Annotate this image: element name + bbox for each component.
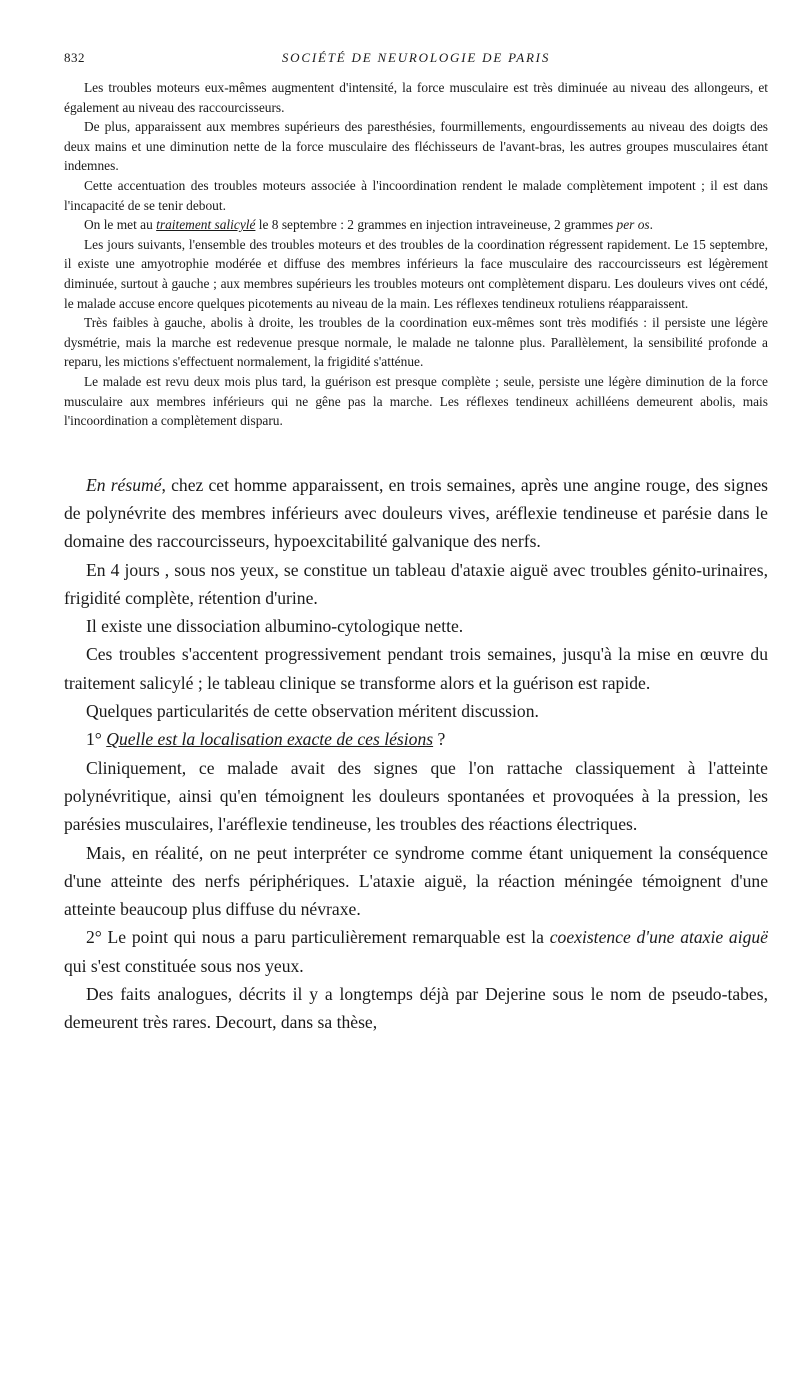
paragraph: Les jours suivants, l'ensemble des troubles moteurs et des troubles de la coordination régressent rapidement. Le 15 septembre, il existe une amyotrophie modérée et diffuse des membres inférieurs la face musculaire des raccourcisseurs est légèrement diminuée, surtout à gauche ; aux membres supérieurs les troubles moteurs ont complètement disparu. Les douleurs vives ont cédé, le malade accuse encore quelques picotements au niveau de la main. Les réflexes tendineux rotuliens réapparaissent. (64, 236, 768, 311)
paragraph: 2° Le point qui nous a paru particulièrement remarquable est la coexistence d'une ataxie aiguë qui s'est constituée sous nos yeux. (64, 927, 768, 976)
italic-term: En résumé (86, 474, 162, 495)
page-header (64, 50, 768, 78)
paragraph: Les troubles moteurs eux-mêmes augmentent d'intensité, la force musculaire est très diminuée au niveau des allongeurs, et également au niveau des raccourcisseurs. (64, 80, 768, 115)
paragraph: Très faibles à gauche, abolis à droite, les troubles de la coordination eux-mêmes sont très modifiés : il persiste une légère dysmétrie, mais la marche est redevenue presque normale, le malade ne talonne plus. Parallèlement, la sensibilité profonde a reparu, les mictions s'effectuent normalement, la frigidité s'atténue. (64, 315, 768, 370)
italic-term: per os (616, 217, 650, 233)
paragraph: Quelques particularités de cette observation méritent discussion. (86, 701, 539, 722)
summary-paragraph: En résumé, chez cet homme apparaissent, en trois semaines, après une angine rouge, des signes de polynévrite des membres inférieurs avec douleurs vives, aréflexie tendineuse et parésie dans le domaine des raccourcisseurs, hypoexcitabilité galvanique des nerfs. (64, 474, 768, 552)
paragraph: Cliniquement, ce malade avait des signes que l'on rattache classiquement à l'atteinte polynévritique, ainsi qu'en témoignent les douleurs spontanées et provoquées à la pression, les parésies musculaires, l'aréflexie tendineuse, les troubles des réactions électriques. (64, 757, 768, 835)
observation-text (64, 78, 768, 431)
page-number: 832 (64, 50, 85, 65)
paragraph: Cette accentuation des troubles moteurs associée à l'incoordination rendent le malade complètement impotent ; il est dans l'incapacité de se tenir debout. (64, 177, 768, 213)
paragraph: Des faits analogues, décrits il y a longtemps déjà par Dejerine sous le nom de pseudo-tabes, demeurent très rares. Decourt, dans sa thèse, (64, 984, 768, 1033)
paragraph: En 4 jours , sous nos yeux, se constitue un tableau d'ataxie aiguë avec troubles génito-urinaires, frigidité complète, rétention d'urine. (64, 559, 768, 608)
page (64, 50, 768, 1037)
paragraph: Ces troubles s'accentent progressivement pendant trois semaines, jusqu'à la mise en œuvre du traitement salicylé ; le tableau clinique se transforme alors et la guérison est rapide. (64, 644, 768, 693)
paragraph: Le malade est revu deux mois plus tard, la guérison est presque complète ; seule, persiste une légère diminution de la force musculaire aux membres inférieurs qui ne gêne pas la marche. Les réflexes tendineux achilléens demeurent abolis, mais l'incoordination a complètement disparu. (64, 373, 768, 429)
italic-term: traitement salicylé (156, 217, 256, 233)
section-heading: 1° Quelle est la localisation exacte de ces lésions ? (86, 729, 446, 750)
running-title: SOCIÉTÉ DE NEUROLOGIE DE PARIS (281, 50, 551, 65)
paragraph: Mais, en réalité, on ne peut interpréter ce syndrome comme étant uniquement la conséquence d'une atteinte des nerfs périphériques. L'ataxie aiguë, la réaction méningée témoignent d'une atteinte beaucoup plus diffuse du névraxe. (64, 842, 768, 920)
paragraph: Il existe une dissociation albumino-cytologique nette. (86, 616, 464, 637)
paragraph: On le met au traitement salicylé le 8 septembre : 2 grammes en injection intraveineuse, 2 grammes per os. (84, 217, 653, 233)
paragraph: De plus, apparaissent aux membres supérieurs des paresthésies, fourmillements, engourdissements au niveau des doigts des deux mains et une diminution nette de la force musculaire des fléchisseurs de l'avant-bras, les autres groupes musculaires étant indemnes. (64, 119, 768, 174)
discussion-text (64, 471, 768, 1037)
italic-term: coexistence d'une ataxie aiguë (549, 927, 768, 948)
